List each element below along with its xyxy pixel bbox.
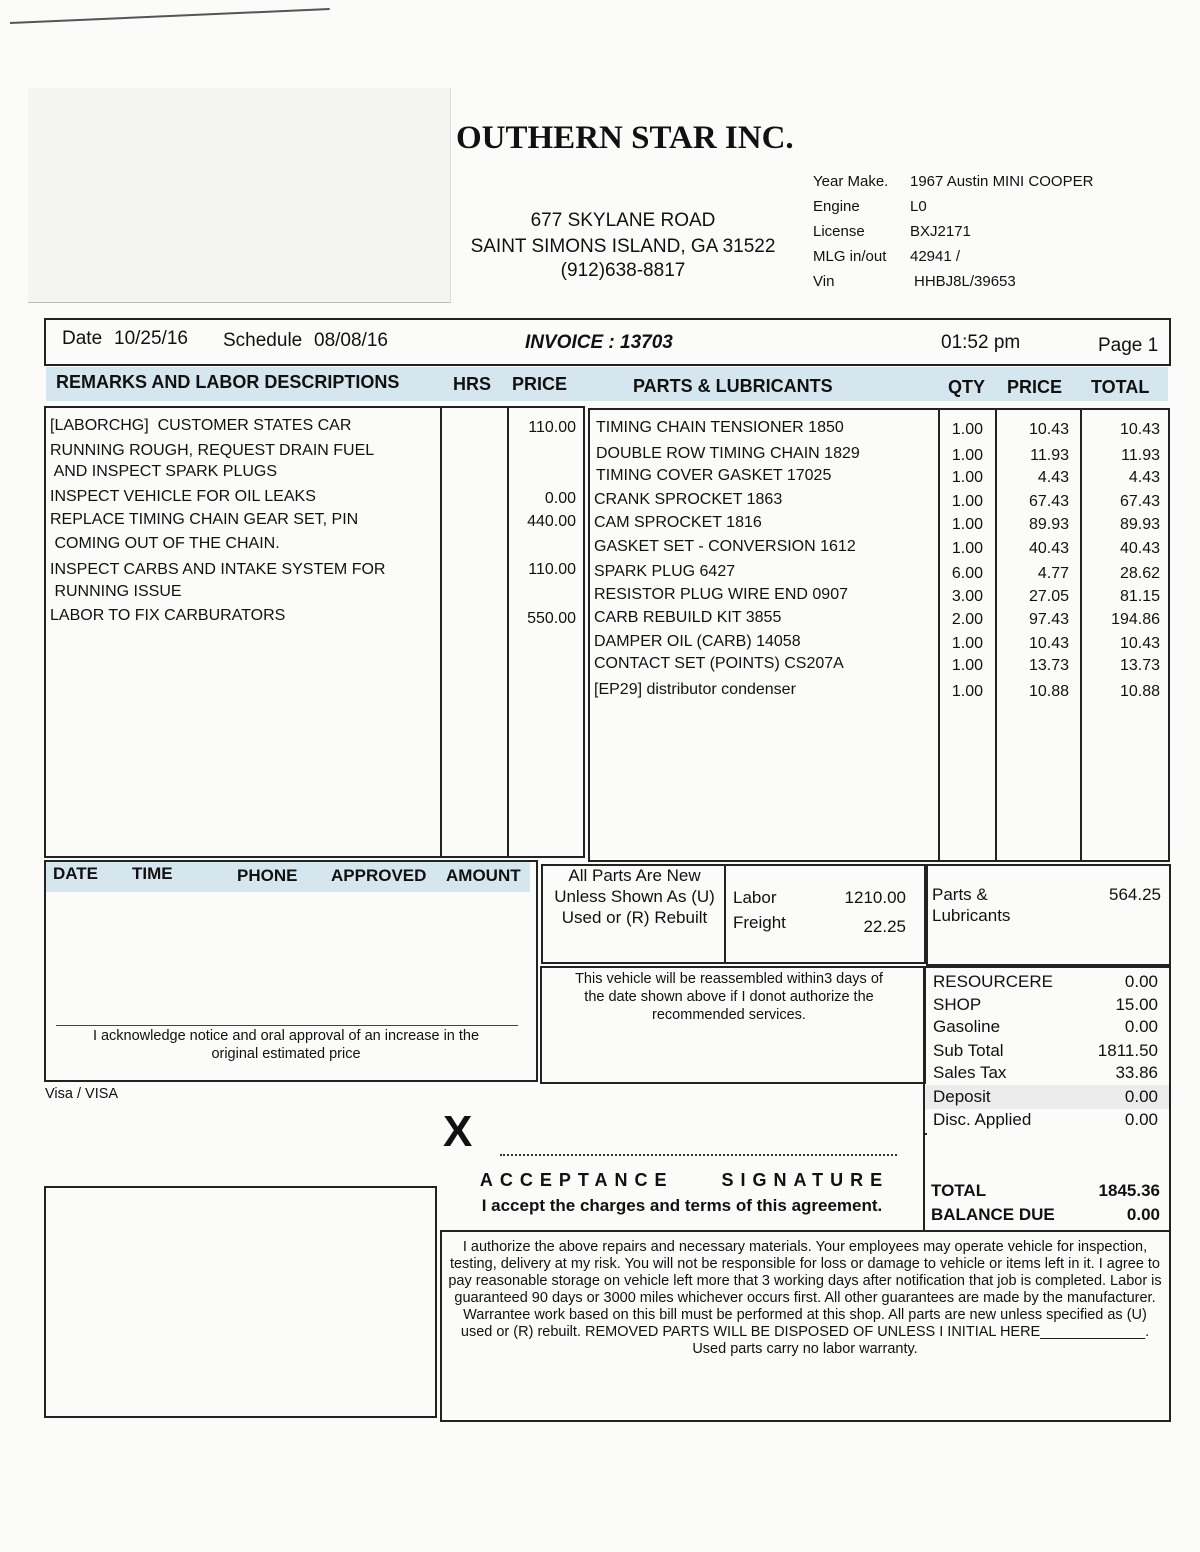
- vehicle-value-engine: L0: [910, 198, 927, 215]
- approval-col-phone: PHONE: [237, 866, 298, 885]
- summary-label: Deposit: [933, 1087, 991, 1106]
- labor-line-text: COMING OUT OF THE CHAIN.: [50, 535, 280, 552]
- vehicle-label-vin: Vin: [813, 273, 835, 290]
- part-price: 97.43: [1028, 611, 1069, 628]
- part-description: SPARK PLUG 6427: [594, 563, 736, 580]
- parts-lubricants-label: Parts & Lubricants: [932, 885, 1011, 925]
- part-price: 4.43: [1037, 469, 1069, 486]
- part-qty: 2.00: [951, 611, 983, 628]
- pasted-label-area: [28, 88, 451, 303]
- schedule-label: Schedule: [223, 330, 303, 351]
- company-name: OUTHERN STAR INC.: [456, 120, 794, 156]
- col-hrs: HRS: [453, 374, 492, 394]
- labor-line-text: RUNNING ISSUE: [50, 583, 182, 600]
- part-total: 10.88: [1119, 683, 1160, 700]
- summary-label: RESOURCERE: [933, 972, 1053, 991]
- part-qty: 6.00: [951, 565, 983, 582]
- part-qty: 1.00: [951, 657, 983, 674]
- part-price: 10.43: [1028, 635, 1069, 652]
- labor-line-text: RUNNING ROUGH, REQUEST DRAIN FUEL: [50, 442, 375, 459]
- col-parts: PARTS & LUBRICANTS: [633, 376, 833, 396]
- part-description: CAM SPROCKET 1816: [594, 514, 762, 531]
- part-price: 10.43: [1028, 421, 1069, 438]
- labor-line-price: 0.00: [544, 490, 576, 507]
- col-remarks: REMARKS AND LABOR DESCRIPTIONS: [56, 372, 400, 392]
- invoice-number: INVOICE : 13703: [525, 332, 673, 353]
- part-total: 28.62: [1119, 565, 1160, 582]
- part-price: 67.43: [1028, 493, 1069, 510]
- summary-value: 1811.50: [1097, 1041, 1158, 1060]
- part-qty: 1.00: [951, 469, 983, 486]
- approval-col-amount: AMOUNT: [446, 866, 521, 885]
- summary-label: Gasoline: [933, 1017, 1001, 1036]
- company-address-line1: 677 SKYLANE ROAD: [530, 210, 716, 231]
- page-number: Page 1: [1098, 335, 1159, 356]
- summary-value: 0.00: [1124, 1110, 1158, 1129]
- scan-edge-line: [10, 8, 330, 24]
- acknowledge-text: I acknowledge notice and oral approval of an increase in the original estimated price: [92, 1028, 480, 1062]
- summary-value: 0.00: [1124, 1017, 1158, 1036]
- summary-value: 0.00: [1124, 1087, 1158, 1106]
- part-qty: 1.00: [951, 540, 983, 557]
- part-description: DOUBLE ROW TIMING CHAIN 1829: [596, 445, 860, 462]
- part-description: [EP29] distributor condenser: [594, 681, 796, 698]
- approval-col-approved: APPROVED: [331, 866, 427, 885]
- summary-label: Sales Tax: [933, 1063, 1007, 1082]
- notes-box: [44, 1186, 437, 1418]
- part-price: 13.73: [1028, 657, 1069, 674]
- company-phone: (912)638-8817: [560, 260, 686, 281]
- vehicle-value-vin: HHBJ8L/39653: [914, 273, 1016, 290]
- signature-line: [500, 1154, 897, 1156]
- labor-line-price: 110.00: [528, 561, 576, 578]
- freight-total: 22.25: [863, 917, 906, 936]
- part-price: 89.93: [1028, 516, 1069, 533]
- labor-line-text: LABOR TO FIX CARBURATORS: [50, 607, 286, 624]
- labor-line-price: 110.00: [528, 419, 576, 436]
- part-price: 10.88: [1028, 683, 1069, 700]
- part-total: 10.43: [1119, 635, 1160, 652]
- company-address-line2: SAINT SIMONS ISLAND, GA 31522: [470, 236, 776, 257]
- part-total: 40.43: [1119, 540, 1160, 557]
- signature-x-mark: X: [443, 1107, 473, 1156]
- vehicle-value-mileage: 42941 /: [910, 248, 961, 265]
- invoice-time: 01:52 pm: [941, 332, 1021, 353]
- part-description: CRANK SPROCKET 1863: [594, 491, 783, 508]
- labor-total: 1210.00: [844, 888, 906, 907]
- labor-col-divider-2: [507, 406, 509, 858]
- terms-text: I authorize the above repairs and necessary materials. Your employees may operate vehicle for inspection, testing, delivery at my risk. You will not be responsible for loss or damage to vehicle or items left in it. I agree to pay reasonable storage on vehicle left more that 3 working days after notification that job is completed. Labor is guaranteed 90 days or 3000 miles whichever occurs first. All other guarantees are made by the manufacturer. Warrantee work based on this bill must be performed at this shop. All parts are new unless specified as (U) used or (R) rebuilt. REMOVED PARTS WILL BE DISPOSED OF UNLESS I INITIAL HERE_____________. Used parts carry no labor warranty.: [448, 1239, 1162, 1357]
- invoice-date: 10/25/16: [114, 328, 188, 349]
- summary-label: Sub Total: [933, 1041, 1004, 1060]
- reassembly-note: This vehicle will be reassembled within3 days of the date shown above if I donot authorize the recommended services.: [575, 971, 883, 1023]
- part-qty: 1.00: [951, 516, 983, 533]
- part-total: 81.15: [1119, 588, 1160, 605]
- part-qty: 1.00: [951, 635, 983, 652]
- summary-label: Disc. Applied: [933, 1110, 1032, 1129]
- part-total: 11.93: [1121, 447, 1160, 464]
- labor-label: Labor: [733, 888, 777, 907]
- col-total: TOTAL: [1091, 377, 1150, 397]
- labor-line-price: 440.00: [527, 513, 576, 530]
- part-total: 89.93: [1119, 516, 1160, 533]
- part-qty: 1.00: [951, 447, 983, 464]
- part-price: 40.43: [1028, 540, 1069, 557]
- approval-col-date: DATE: [53, 864, 99, 883]
- summary-value: 15.00: [1115, 995, 1158, 1014]
- approval-col-time: TIME: [132, 864, 173, 883]
- part-description: CONTACT SET (POINTS) CS207A: [594, 655, 844, 672]
- part-price: 4.77: [1037, 565, 1069, 582]
- vehicle-label-license: License: [813, 223, 865, 240]
- col-price: PRICE: [512, 374, 568, 394]
- vehicle-value-license: BXJ2171: [910, 223, 971, 240]
- labor-line-text: REPLACE TIMING CHAIN GEAR SET, PIN: [50, 511, 359, 528]
- part-description: TIMING CHAIN TENSIONER 1850: [596, 419, 844, 436]
- part-description: TIMING COVER GASKET 17025: [596, 467, 832, 484]
- summary-label: SHOP: [933, 995, 982, 1014]
- part-description: CARB REBUILD KIT 3855: [594, 609, 782, 626]
- labor-line-price: 550.00: [527, 610, 576, 627]
- vehicle-label-mileage: MLG in/out: [813, 248, 887, 265]
- balance-due-value: 0.00: [1126, 1205, 1160, 1224]
- part-total: 4.43: [1128, 469, 1160, 486]
- schedule-date: 08/08/16: [314, 330, 388, 351]
- part-qty: 1.00: [951, 421, 983, 438]
- parts-col-divider-2: [995, 408, 997, 862]
- parts-note: All Parts Are New Unless Shown As (U) Used or (R) Rebuilt: [554, 866, 715, 927]
- acknowledge-line: [56, 1025, 518, 1026]
- balance-due-label: BALANCE DUE: [931, 1205, 1055, 1224]
- part-qty: 3.00: [951, 588, 983, 605]
- labor-line-text: AND INSPECT SPARK PLUGS: [50, 463, 278, 480]
- total-value: 1845.36: [1098, 1181, 1160, 1200]
- total-label: TOTAL: [931, 1181, 987, 1200]
- date-label: Date: [62, 328, 103, 349]
- part-description: DAMPER OIL (CARB) 14058: [594, 633, 801, 650]
- part-qty: 1.00: [951, 683, 983, 700]
- part-total: 13.73: [1119, 657, 1160, 674]
- vehicle-value-year: 1967 Austin MINI COOPER: [910, 173, 1094, 190]
- payment-method: Visa / VISA: [45, 1086, 119, 1102]
- part-price: 27.05: [1028, 588, 1069, 605]
- part-total: 67.43: [1119, 493, 1160, 510]
- part-description: RESISTOR PLUG WIRE END 0907: [594, 586, 848, 603]
- part-qty: 1.00: [951, 493, 983, 510]
- col-qty: QTY: [948, 377, 986, 397]
- part-total: 194.86: [1111, 611, 1160, 628]
- summary-value: 0.00: [1124, 972, 1158, 991]
- part-description: GASKET SET - CONVERSION 1612: [594, 538, 856, 555]
- labor-line-text: INSPECT VEHICLE FOR OIL LEAKS: [50, 488, 316, 505]
- acceptance-statement: I accept the charges and terms of this agreement.: [481, 1196, 883, 1215]
- col-parts-price: PRICE: [1007, 377, 1063, 397]
- part-total: 10.43: [1119, 421, 1160, 438]
- acceptance-signature-title: ACCEPTANCE SIGNATURE: [479, 1170, 890, 1190]
- vehicle-label-engine: Engine: [813, 198, 860, 215]
- totals-divider: [923, 1133, 927, 1135]
- parts-col-divider-3: [1080, 408, 1082, 862]
- labor-col-divider-1: [440, 406, 442, 858]
- labor-line-text: INSPECT CARBS AND INTAKE SYSTEM FOR: [50, 561, 386, 578]
- part-price: 11.93: [1030, 447, 1069, 464]
- vehicle-label-year: Year Make.: [813, 173, 889, 190]
- labor-line-text: [LABORCHG] CUSTOMER STATES CAR: [50, 417, 352, 434]
- summary-value: 33.86: [1115, 1063, 1158, 1082]
- freight-label: Freight: [733, 913, 786, 932]
- parts-lubricants-total: 564.25: [1109, 885, 1161, 904]
